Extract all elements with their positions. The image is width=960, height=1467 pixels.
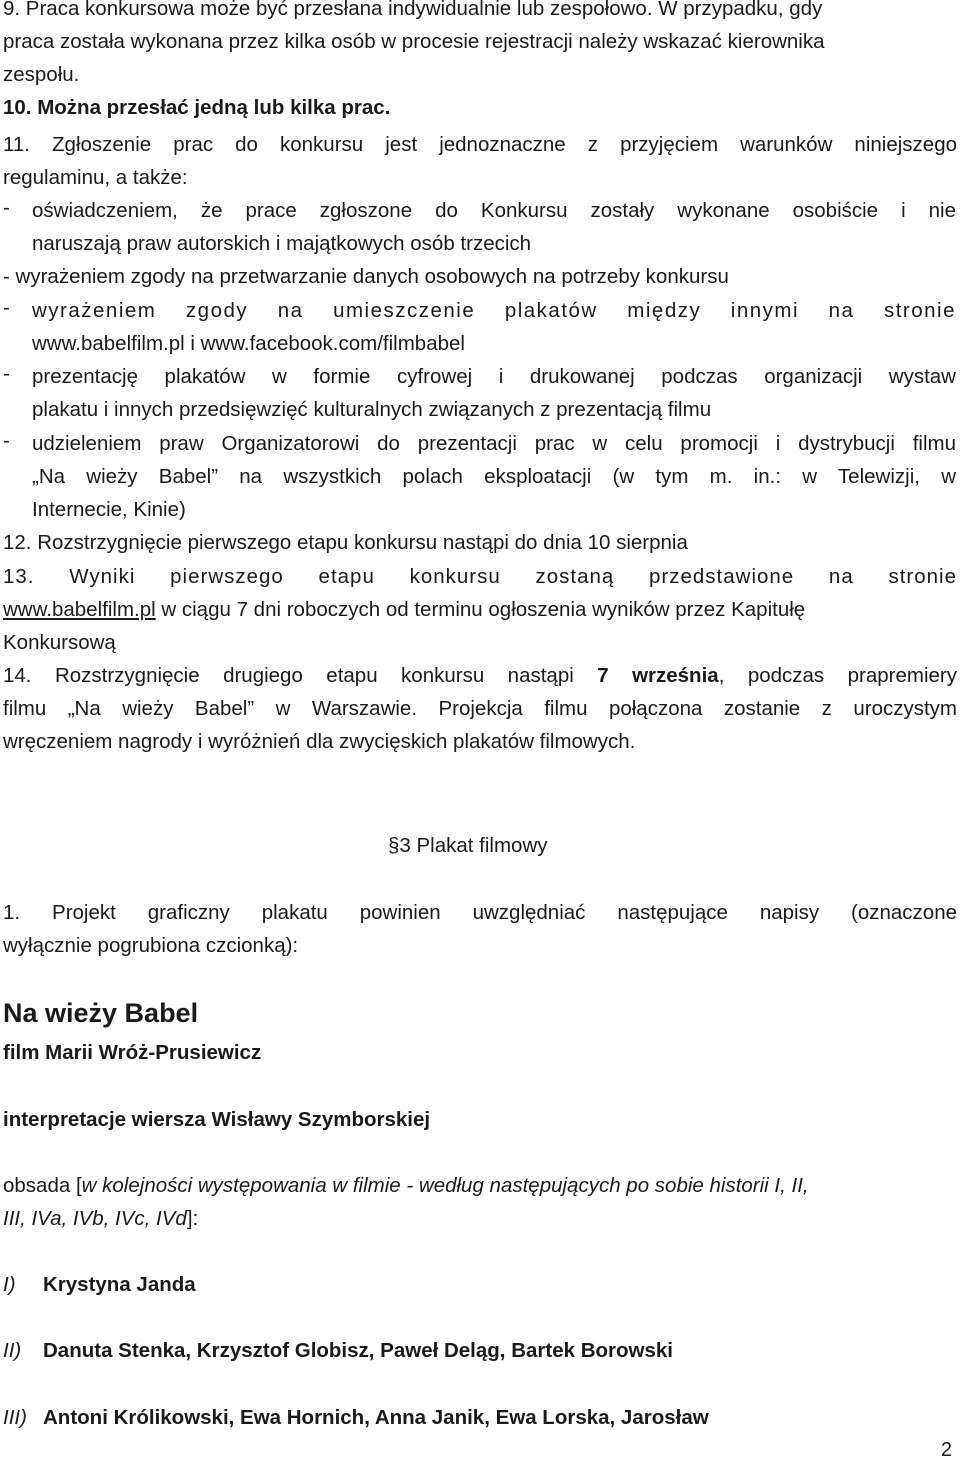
bullet-5-line-3: Internecie, Kinie) [32, 498, 186, 521]
bullet-2 [3, 260, 729, 293]
story-2-number: II) [3, 1339, 22, 1362]
item-11-line-1: 11. Zgłoszenie prac do konkursu jest jednoznaczne z przyjęciem warunków niniejszego [3, 133, 957, 156]
bullet-5-line-2: „Na wieży Babel” na wszystkich polach eksploatacji (w tym m. in.: w Telewizji, w [32, 465, 956, 488]
poster-director: film Marii Wróż-Prusiewicz [3, 1041, 262, 1064]
bullet-1-line-2: naruszają praw autorskich i majątkowych osób trzecich [32, 232, 532, 255]
section-3-p1-line-2: wyłącznie pogrubiona czcionką): [3, 934, 299, 957]
premiere-date: 7 września [597, 664, 719, 687]
section-3-p1-line-1: 1. Projekt graficzny plakatu powinien uwzględniać następujące napisy (oznaczone [3, 901, 957, 924]
page-number: 2 [940, 1439, 952, 1461]
babelfilm-link[interactable]: www.babelfilm.pl [3, 598, 156, 621]
item-9-line-3: zespołu. [3, 63, 80, 86]
bullet-3-line-2: www.babelfilm.pl i www.facebook.com/filmbabel [32, 332, 465, 355]
bullet-4-line-1: prezentację plakatów w formie cyfrowej i drukowanej podczas organizacji wystaw [32, 365, 956, 388]
cast-intro-text: obsada [ [3, 1174, 82, 1197]
story-3-cast: Antoni Królikowski, Ewa Hornich, Anna Janik, Ewa Lorska, Jarosław [43, 1406, 709, 1429]
story-1-cast: Krystyna Janda [43, 1273, 196, 1296]
story-1-number: I) [3, 1273, 16, 1296]
bullet-dash: - [3, 265, 10, 288]
item-14-line-1-text: 14. Rozstrzygnięcie drugiego etapu konkursu nastąpi [3, 664, 598, 687]
bullet-4-line-2: plakatu i innych przedsięwzięć kulturalnych związanych z prezentacją filmu [32, 398, 712, 421]
cast-intro-italic-2: III, IVa, IVb, IVc, IVd [3, 1207, 187, 1230]
section-3-heading: §3 Plakat filmowy [388, 834, 548, 857]
bullet-dash: - [3, 362, 10, 385]
item-9-line-1: 9. Praca konkursowa może być przesłana indywidualnie lub zespołowo. W przypadku, gdy [3, 0, 823, 20]
item-13-line-1: 13. Wyniki pierwszego etapu konkursu zostaną przedstawione na stronie [3, 565, 957, 588]
bullet-3-line-1: wyrażeniem zgody na umieszczenie plakatów między innymi na stronie [32, 299, 956, 322]
item-9-line-2: praca została wykonana przez kilka osób w procesie rejestracji należy wskazać kierownika [3, 30, 825, 53]
story-2-cast: Danuta Stenka, Krzysztof Globisz, Paweł Deląg, Bartek Borowski [43, 1339, 673, 1362]
item-14-line-3: wręczeniem nagrody i wyróżnień dla zwycięskich plakatów filmowych. [3, 730, 636, 753]
item-13-line-3: Konkursową [3, 631, 116, 654]
item-14-line-2: filmu „Na wieży Babel” w Warszawie. Projekcja filmu połączona zostanie z uroczystym [3, 697, 957, 720]
bullet-2-text: wyrażeniem zgody na przetwarzanie danych osobowych na potrzeby konkursu [15, 265, 729, 288]
cast-intro-end: ]: [186, 1207, 199, 1230]
item-12: 12. Rozstrzygnięcie pierwszego etapu konkursu nastąpi do dnia 10 sierpnia [3, 531, 688, 554]
story-3-number: III) [3, 1406, 27, 1429]
bullet-5-line-1: udzieleniem praw Organizatorowi do prezentacji prac w celu promocji i dystrybucji filmu [32, 432, 956, 455]
bullet-dash: - [3, 296, 10, 319]
item-14-line-1 [3, 659, 957, 692]
bullet-dash: - [3, 196, 10, 219]
item-11-line-2: regulaminu, a także: [3, 166, 188, 189]
item-13-line-2-text: w ciągu 7 dni roboczych od terminu ogłoszenia wyników przez Kapitułę [155, 598, 806, 621]
item-13-line-2 [3, 593, 957, 626]
cast-intro-italic: w kolejności występowania w filmie - według następujących po sobie historii I, II, [81, 1174, 809, 1197]
poster-title: Na wieży Babel [3, 998, 199, 1028]
item-10: 10. Można przesłać jedną lub kilka prac. [3, 96, 391, 119]
item-14-line-1-text-end: , podczas prapremiery [718, 664, 957, 687]
cast-intro-line-1 [3, 1169, 809, 1202]
poster-interpretation: interpretacje wiersza Wisławy Szymborskiej [3, 1108, 431, 1131]
bullet-1-line-1: oświadczeniem, że prace zgłoszone do Konkursu zostały wykonane osobiście i nie [32, 199, 956, 222]
cast-intro-line-2 [3, 1202, 198, 1235]
bullet-dash: - [3, 429, 10, 452]
